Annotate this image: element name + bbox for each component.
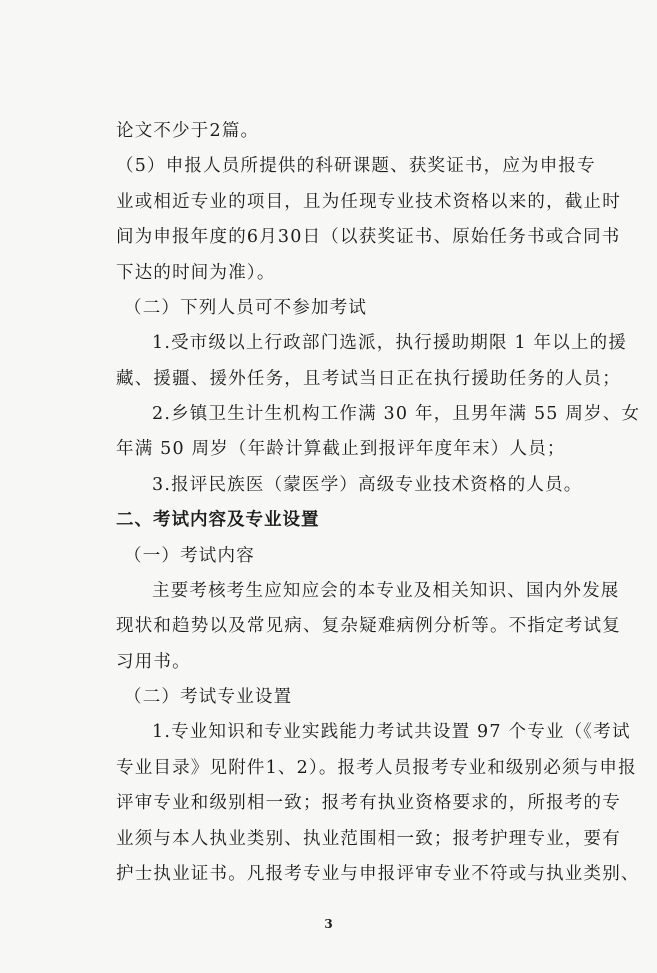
text-line-16: 习用书。 — [116, 652, 191, 672]
text-line-3: 业或相近专业的项目，且为任现专业技术资格以来的，截止时 — [116, 192, 621, 212]
text-line-22: 护士执业证书。凡报考专业与申报评审专业不符或与执业类别、 — [116, 864, 640, 884]
text-line-9: 2.乡镇卫生计生机构工作满 30 年，且男年满 55 周岁、女 — [152, 404, 641, 424]
text-line-15: 现状和趋势以及常见病、复杂疑难病例分析等。不指定考试复 — [116, 616, 621, 636]
text-line-4: 间为申报年度的6月30日（以获奖证书、原始任务书或合同书 — [116, 227, 621, 247]
subheading-content: （一）考试内容 — [124, 546, 255, 566]
text-line-8: 藏、援疆、援外任务，且考试当日正在执行援助任务的人员； — [116, 369, 621, 389]
page-number: 3 — [324, 917, 333, 931]
text-line-1: 论文不少于2篇。 — [116, 121, 260, 141]
subheading-exempt: （二）下列人员可不参加考试 — [124, 298, 368, 318]
text-line-10: 年满 50 周岁（年龄计算截止到报评年度年末）人员； — [116, 439, 566, 459]
text-line-5: 下达的时间为准）。 — [116, 263, 276, 283]
text-line-18: 1.专业知识和专业实践能力考试共设置 97 个专业（《考试 — [152, 722, 631, 742]
text-line-2: （5）申报人员所提供的科研课题、获奖证书，应为申报专 — [116, 156, 596, 176]
text-line-21: 业须与本人执业类别、执业范围相一致；报考护理专业，要有 — [116, 829, 621, 849]
text-line-20: 评审专业和级别相一致；报考有执业资格要求的，所报考的专 — [116, 793, 621, 813]
text-line-11: 3.报评民族医（蒙医学）高级专业技术资格的人员。 — [152, 475, 583, 495]
text-line-14: 主要考核考生应知应会的本专业及相关知识、国内外发展 — [152, 581, 620, 601]
subheading-setting: （二）考试专业设置 — [124, 687, 293, 707]
section-heading-two: 二、考试内容及专业设置 — [116, 510, 320, 530]
text-line-19: 专业目录》见附件1、2）。报考人员报考专业和级别必须与申报 — [116, 758, 637, 778]
text-line-7: 1.受市级以上行政部门选派，执行援助期限 1 年以上的援 — [152, 333, 628, 353]
